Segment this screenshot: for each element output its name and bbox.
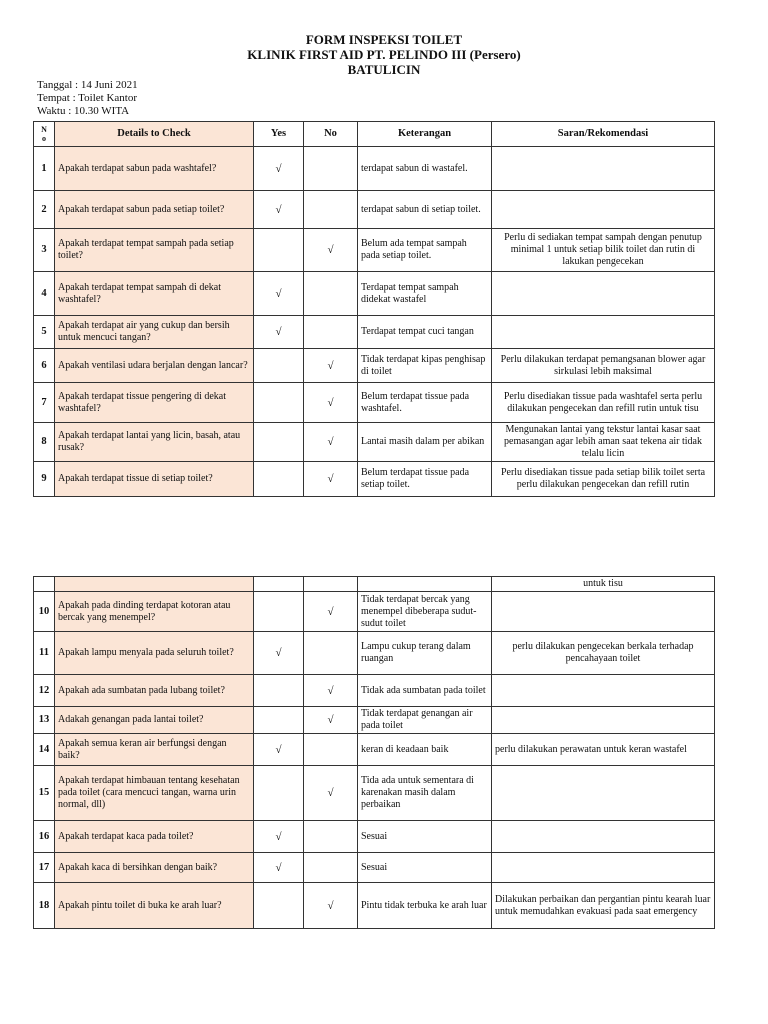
clinic-title: KLINIK FIRST AID PT. PELINDO III (Persero) — [247, 47, 521, 62]
time-label: Waktu : 10.30 WITA — [37, 105, 130, 117]
yes-mark: √ — [254, 147, 304, 191]
yes-mark — [254, 423, 304, 462]
no-mark: √ — [304, 883, 358, 929]
row-number: 8 — [34, 423, 55, 462]
table-row — [34, 734, 715, 766]
row-number: 7 — [34, 383, 55, 423]
row-number: 9 — [34, 462, 55, 497]
check-question: Apakah ventilasi udara berjalan dengan lancar? — [55, 349, 254, 383]
saran-cell: perlu dilakukan perawatan untuk keran wastafel — [492, 734, 715, 766]
inspection-table-page1 — [33, 121, 715, 497]
check-question: Apakah terdapat kaca pada toilet? — [55, 821, 254, 853]
column-header-details: Details to Check — [55, 122, 254, 147]
continuation-text: untuk tisu — [492, 577, 715, 592]
row-number: 17 — [34, 853, 55, 883]
check-question: Apakah ada sumbatan pada lubang toilet? — [55, 675, 254, 707]
table-row — [34, 147, 715, 191]
form-title: FORM INSPEKSI TOILET — [305, 32, 463, 47]
saran-cell: Perlu disediakan tissue pada setiap bilik toilet serta perlu dilakukan pengecekan dan refill rutin — [492, 462, 715, 497]
row-number: 11 — [34, 632, 55, 675]
no-mark: √ — [304, 707, 358, 734]
saran-cell — [492, 272, 715, 316]
keterangan-cell: Lampu cukup terang dalam ruangan — [358, 632, 492, 675]
check-question: Apakah lampu menyala pada seluruh toilet? — [55, 632, 254, 675]
saran-cell — [492, 675, 715, 707]
table-row — [34, 883, 715, 929]
table-row — [34, 821, 715, 853]
yes-mark — [254, 883, 304, 929]
table-row — [34, 229, 715, 272]
column-header-saran: Saran/Rekomendasi — [492, 122, 715, 147]
yes-mark: √ — [254, 632, 304, 675]
row-number: 2 — [34, 191, 55, 229]
table-row — [34, 766, 715, 821]
check-question: Apakah kaca di bersihkan dengan baik? — [55, 853, 254, 883]
yes-mark: √ — [254, 821, 304, 853]
row-number: 16 — [34, 821, 55, 853]
table-row — [34, 462, 715, 497]
column-header-no-mark: No — [304, 122, 358, 147]
row-number: 5 — [34, 316, 55, 349]
row-number: 18 — [34, 883, 55, 929]
table-row — [34, 423, 715, 462]
continuation-row — [34, 577, 715, 592]
keterangan-cell: Tida ada untuk sementara di karenakan masih dalam perbaikan — [358, 766, 492, 821]
keterangan-cell: Pintu tidak terbuka ke arah luar — [358, 883, 492, 929]
yes-mark — [254, 675, 304, 707]
no-mark — [304, 147, 358, 191]
no-mark: √ — [304, 349, 358, 383]
table-body-page2 — [34, 577, 715, 929]
no-mark: √ — [304, 592, 358, 632]
keterangan-cell: Lantai masih dalam per abikan — [358, 423, 492, 462]
yes-mark — [254, 229, 304, 272]
saran-cell — [492, 821, 715, 853]
row-number: 3 — [34, 229, 55, 272]
column-header-keterangan: Keterangan — [358, 122, 492, 147]
row-number: 14 — [34, 734, 55, 766]
table-row — [34, 349, 715, 383]
row-number: 15 — [34, 766, 55, 821]
check-question: Apakah terdapat himbauan tentang kesehatan pada toilet (cara mencuci tangan, warna urin normal, dll) — [55, 766, 254, 821]
row-number: 13 — [34, 707, 55, 734]
yes-mark — [254, 707, 304, 734]
saran-cell — [492, 766, 715, 821]
inspection-table-page2 — [33, 576, 715, 929]
check-question: Apakah terdapat sabun pada washtafel? — [55, 147, 254, 191]
keterangan-cell: Tidak ada sumbatan pada toilet — [358, 675, 492, 707]
date-label: Tanggal : 14 Juni 2021 — [37, 79, 138, 91]
no-mark: √ — [304, 675, 358, 707]
table-row — [34, 383, 715, 423]
no-mark — [304, 821, 358, 853]
yes-mark — [254, 349, 304, 383]
keterangan-cell: Belum terdapat tissue pada setiap toilet. — [358, 462, 492, 497]
saran-cell: Dilakukan perbaikan dan pergantian pintu kearah luar untuk memudahkan evakuasi pada saat emergency — [492, 883, 715, 929]
saran-cell — [492, 147, 715, 191]
saran-cell: perlu dilakukan pengecekan berkala terhadap pencahayaan toilet — [492, 632, 715, 675]
check-question: Apakah semua keran air berfungsi dengan baik? — [55, 734, 254, 766]
no-mark: √ — [304, 423, 358, 462]
no-mark — [304, 734, 358, 766]
place-label: Tempat : Toilet Kantor — [37, 92, 137, 104]
saran-cell: Perlu dilakukan terdapat pemangsanan blower agar sirkulasi lebih maksimal — [492, 349, 715, 383]
yes-mark — [254, 592, 304, 632]
row-number: 6 — [34, 349, 55, 383]
keterangan-cell: terdapat sabun di setiap toilet. — [358, 191, 492, 229]
check-question: Adakah genangan pada lantai toilet? — [55, 707, 254, 734]
table-row — [34, 592, 715, 632]
saran-cell: Perlu di sediakan tempat sampah dengan penutup minimal 1 untuk setiap bilik toilet dan rutin di lakukan pengecekan — [492, 229, 715, 272]
check-question: Apakah pintu toilet di buka ke arah luar? — [55, 883, 254, 929]
check-question: Apakah pada dinding terdapat kotoran atau bercak yang menempel? — [55, 592, 254, 632]
check-question: Apakah terdapat tempat sampah di dekat washtafel? — [55, 272, 254, 316]
yes-mark: √ — [254, 316, 304, 349]
saran-cell — [492, 191, 715, 229]
no-mark: √ — [304, 766, 358, 821]
keterangan-cell: Tidak terdapat bercak yang menempel dibeberapa sudut-sudut toilet — [358, 592, 492, 632]
location-title: BATULICIN — [347, 62, 421, 77]
keterangan-cell: Belum ada tempat sampah pada setiap toilet. — [358, 229, 492, 272]
keterangan-cell: keran di keadaan baik — [358, 734, 492, 766]
check-question: Apakah terdapat sabun pada setiap toilet? — [55, 191, 254, 229]
no-mark — [304, 853, 358, 883]
yes-mark: √ — [254, 191, 304, 229]
check-question: Apakah terdapat tissue pengering di dekat washtafel? — [55, 383, 254, 423]
table-row — [34, 853, 715, 883]
saran-cell — [492, 853, 715, 883]
no-mark: √ — [304, 462, 358, 497]
table-row — [34, 707, 715, 734]
yes-mark — [254, 462, 304, 497]
check-question: Apakah terdapat tempat sampah pada setiap toilet? — [55, 229, 254, 272]
yes-mark: √ — [254, 272, 304, 316]
yes-mark: √ — [254, 734, 304, 766]
column-header-yes: Yes — [254, 122, 304, 147]
column-header-no: N o — [34, 122, 55, 147]
no-mark: √ — [304, 383, 358, 423]
table-row — [34, 191, 715, 229]
keterangan-cell: Sesuai — [358, 821, 492, 853]
saran-cell — [492, 707, 715, 734]
keterangan-cell: Belum terdapat tissue pada washtafel. — [358, 383, 492, 423]
check-question: Apakah terdapat air yang cukup dan bersih untuk mencuci tangan? — [55, 316, 254, 349]
table-row — [34, 675, 715, 707]
saran-cell: Mengunakan lantai yang tekstur lantai kasar saat pemasangan agar lebih aman saat tekena air tidak telalu licin — [492, 423, 715, 462]
keterangan-cell: Terdapat tempat cuci tangan — [358, 316, 492, 349]
saran-cell — [492, 316, 715, 349]
check-question: Apakah terdapat lantai yang licin, basah, atau rusak? — [55, 423, 254, 462]
saran-cell — [492, 592, 715, 632]
no-mark — [304, 316, 358, 349]
row-number: 4 — [34, 272, 55, 316]
no-mark — [304, 632, 358, 675]
row-number: 10 — [34, 592, 55, 632]
yes-mark — [254, 383, 304, 423]
keterangan-cell: terdapat sabun di wastafel. — [358, 147, 492, 191]
table-row — [34, 316, 715, 349]
yes-mark: √ — [254, 853, 304, 883]
row-number: 12 — [34, 675, 55, 707]
keterangan-cell: Tidak terdapat genangan air pada toilet — [358, 707, 492, 734]
keterangan-cell: Tidak terdapat kipas penghisap di toilet — [358, 349, 492, 383]
saran-cell: Perlu disediakan tissue pada washtafel serta perlu dilakukan pengecekan dan refill rutin untuk tisu — [492, 383, 715, 423]
no-mark — [304, 272, 358, 316]
table-body-page1 — [34, 147, 715, 497]
row-number: 1 — [34, 147, 55, 191]
check-question: Apakah terdapat tissue di setiap toilet? — [55, 462, 254, 497]
no-mark — [304, 191, 358, 229]
yes-mark — [254, 766, 304, 821]
keterangan-cell: Terdapat tempat sampah didekat wastafel — [358, 272, 492, 316]
no-mark: √ — [304, 229, 358, 272]
table-row — [34, 272, 715, 316]
table-row — [34, 632, 715, 675]
keterangan-cell: Sesuai — [358, 853, 492, 883]
